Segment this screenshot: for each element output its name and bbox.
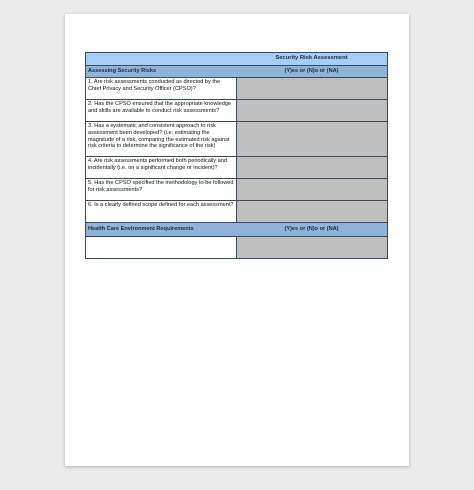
answer-cell-4[interactable] [236, 157, 387, 178]
document-page [65, 14, 409, 466]
risk-assessment-form [85, 52, 388, 259]
form-title-row [85, 52, 388, 66]
section-header-health-care [85, 223, 388, 237]
answer-cell-2[interactable] [236, 100, 387, 121]
title-spacer [86, 53, 236, 65]
question-text: 6. Is a clearly defined scope defined for each assessment? [86, 201, 236, 222]
question-row-5 [85, 179, 388, 201]
answer-cell-1[interactable] [236, 78, 387, 99]
question-text: 1. Are risk assessments conducted as directed by the Chief Privacy and Security Officer (CPSO)? [86, 78, 236, 99]
form-title: Security Risk Assessment [275, 55, 348, 62]
question-text: 3. Has a systematic and consistent approach to risk assessment been developed? (i.e. estimating the magnitude of a risk, comparing the estimated risk against risk criteria to determine the significance of the risk) [86, 122, 236, 156]
answer-cell-3[interactable] [236, 122, 387, 156]
answer-column-header: (Y)es or (N)o or (NA) [284, 226, 339, 233]
question-text: 2. Has the CPSO ensured that the appropriate knowledge and skills are available to conduct risk assessments? [86, 100, 236, 121]
question-row-4 [85, 157, 388, 179]
answer-cell-5[interactable] [236, 179, 387, 200]
question-row-2 [85, 100, 388, 122]
question-row-3 [85, 122, 388, 157]
question-text: 5. Has the CPSO specified the methodology to be followed for risk assessments? [86, 179, 236, 200]
section-header-assessing [85, 66, 388, 78]
section-label: Assessing Security Risks [88, 68, 157, 75]
answer-column-header: (Y)es or (N)o or (NA) [284, 68, 339, 75]
question-row-6 [85, 201, 388, 223]
blank-question-cell [86, 237, 236, 258]
question-text: 4. Are risk assessments performed both periodically and incidentally (i.e. on a significant change or incident)? [86, 157, 236, 178]
answer-cell-health-care[interactable] [236, 237, 387, 258]
blank-answer-row [85, 237, 388, 259]
section-label: Health Care Environment Requirements [88, 226, 194, 233]
answer-cell-6[interactable] [236, 201, 387, 222]
question-row-1 [85, 78, 388, 100]
